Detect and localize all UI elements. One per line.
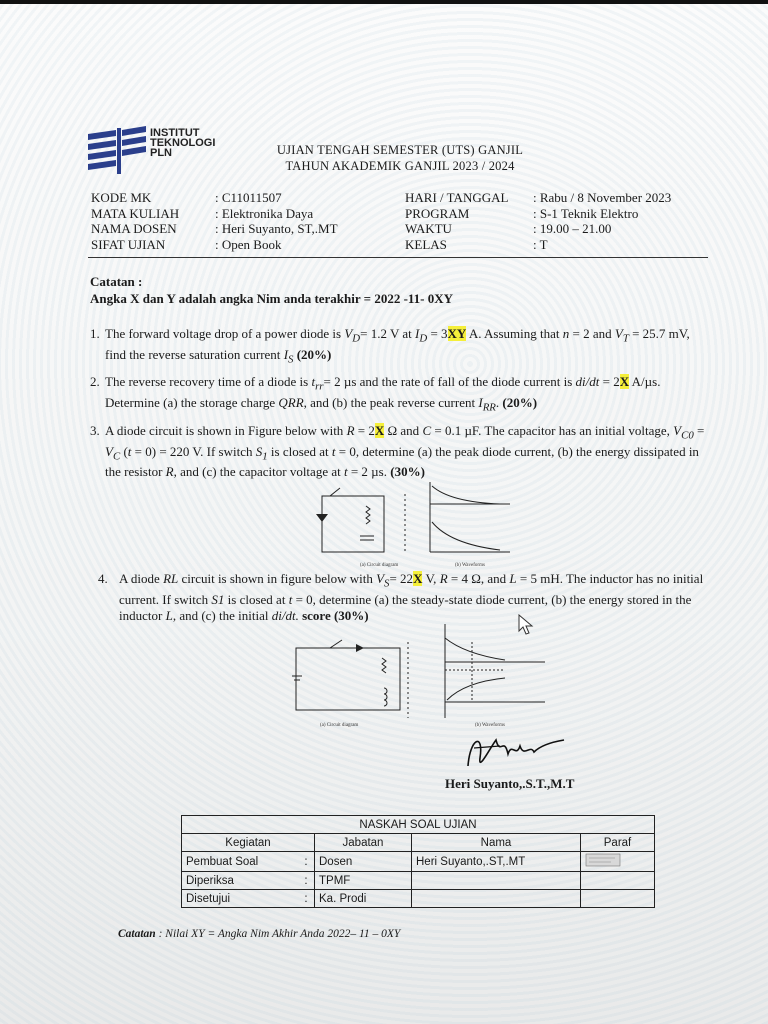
institution-line-1: INSTITUT bbox=[150, 127, 200, 139]
table-row bbox=[182, 890, 655, 908]
info-left-labels bbox=[91, 190, 179, 252]
q-symbol: V bbox=[344, 326, 353, 341]
q-symbol: t bbox=[331, 443, 336, 459]
q-text-part: = bbox=[693, 423, 705, 438]
q-text-part: , and (b) the peak reverse current bbox=[303, 394, 479, 410]
table-cell: : bbox=[298, 872, 315, 890]
q-text-part: A diode circuit is shown in Figure below with bbox=[105, 423, 347, 438]
info-right-values bbox=[533, 190, 671, 252]
info-label: KELAS bbox=[405, 236, 447, 252]
q-symbol: I bbox=[283, 346, 289, 362]
q-text-part: = 2 µs and the rate of fall of the diode current is bbox=[323, 374, 576, 389]
q-text-part: = 25.7 mV, find the reverse saturation current bbox=[105, 326, 690, 362]
question-1 bbox=[90, 326, 708, 367]
table-row bbox=[182, 872, 655, 890]
q-text-part: = 22 bbox=[389, 571, 414, 586]
q-symbol: RL bbox=[163, 571, 179, 586]
q-symbol: n bbox=[562, 326, 570, 341]
info-label: KODE MK bbox=[91, 190, 152, 205]
q-symbol: QRR bbox=[278, 394, 304, 410]
table-header: Kegiatan bbox=[182, 834, 315, 852]
q-symbol: t bbox=[127, 443, 132, 459]
table-cell: Dosen bbox=[315, 852, 412, 872]
question-score: (30%) bbox=[386, 464, 425, 480]
q-text-part: = 1.2 V at bbox=[360, 326, 416, 341]
info-label: PROGRAM bbox=[405, 205, 470, 221]
q-text-part: The forward voltage drop of a power diode is bbox=[105, 326, 345, 341]
q-symbol: t bbox=[343, 464, 348, 480]
info-value: : C11011507 bbox=[215, 190, 282, 205]
info-value: : T bbox=[533, 236, 548, 252]
q-symbol: C bbox=[422, 423, 432, 438]
table-cell: : bbox=[298, 852, 315, 872]
table-header: Jabatan bbox=[315, 834, 412, 852]
q-symbol: L bbox=[509, 571, 517, 586]
info-value: : Elektronika Daya bbox=[215, 205, 314, 221]
question-number: 1. bbox=[90, 326, 100, 341]
paraf-cell bbox=[581, 852, 655, 872]
q-subscript: D bbox=[352, 332, 361, 345]
footer-note bbox=[118, 928, 400, 940]
q-text-part: A/µs. Determine (a) the storage charge bbox=[105, 374, 661, 410]
q-text-part: ( bbox=[120, 443, 128, 459]
table-cell bbox=[412, 872, 581, 890]
q-subscript: S bbox=[384, 577, 390, 590]
q-text-part: A diode bbox=[119, 571, 164, 586]
q-text-part: , and (c) the capacitor voltage at bbox=[173, 464, 344, 480]
q-subscript: S bbox=[288, 353, 294, 366]
question-text bbox=[119, 571, 710, 624]
diode-symbol bbox=[356, 644, 364, 652]
question-2 bbox=[90, 374, 712, 415]
info-label: SIFAT UJIAN bbox=[91, 236, 166, 252]
q-text-part: The reverse recovery time of a diode is bbox=[105, 374, 312, 389]
figure-caption: (a) Circuit diagram bbox=[320, 723, 359, 728]
q-text-part: V, bbox=[422, 571, 440, 586]
info-right-labels bbox=[405, 190, 508, 252]
academic-year: TAHUN AKADEMIK GANJIL 2023 / 2024 bbox=[285, 159, 515, 173]
footer-text: : Nilai XY = Angka Nim Akhir Anda 2022– 11 – 0XY bbox=[155, 928, 401, 940]
nim-highlight: X bbox=[619, 374, 630, 389]
table-cell: : bbox=[298, 890, 315, 908]
question-number: 2. bbox=[90, 374, 100, 389]
q-text-part: = 0, determine (a) the peak diode current, (b) the energy dissipated in the resistor bbox=[105, 443, 699, 480]
q-subscript: RR bbox=[482, 401, 496, 414]
nim-highlight: X bbox=[374, 423, 385, 438]
q-symbol: V bbox=[673, 423, 682, 438]
table-cell: Ka. Prodi bbox=[315, 890, 412, 908]
q-symbol: R bbox=[439, 571, 448, 586]
q-subscript: C0 bbox=[681, 429, 694, 442]
table-cell: Diperiksa bbox=[182, 872, 299, 890]
institution-line-3: PLN bbox=[150, 147, 172, 159]
q-symbol: L bbox=[165, 607, 173, 623]
info-label: MATA KULIAH bbox=[91, 205, 180, 221]
figure-caption: (a) Circuit diagram bbox=[360, 563, 399, 568]
q-text-part: is closed at bbox=[267, 443, 332, 459]
q-subscript: D bbox=[419, 332, 428, 345]
lecturer-name: Heri Suyanto,.S.T.,M.T bbox=[445, 776, 575, 791]
q-text-part: = 2 and bbox=[569, 326, 615, 341]
q-text-part: = 2 µs. bbox=[347, 464, 387, 480]
question-score: score (30%) bbox=[298, 607, 369, 623]
info-value: : Rabu / 8 November 2023 bbox=[533, 190, 672, 205]
question-3 bbox=[90, 423, 710, 480]
q-text-part: , and (c) the initial bbox=[172, 607, 272, 623]
q-text-part: A. Assuming that bbox=[466, 326, 563, 341]
table-cell: Pembuat Soal bbox=[182, 852, 299, 872]
paraf-stamp-icon bbox=[585, 853, 621, 867]
q-subscript: 1 bbox=[262, 450, 268, 463]
q-text-part: is closed at bbox=[224, 591, 289, 607]
q-symbol: S bbox=[255, 443, 263, 459]
q-text-part: circuit is shown in figure below with bbox=[178, 571, 377, 586]
q-symbol: t bbox=[311, 374, 316, 389]
q-text-part: = 0.1 µF. The capacitor has an initial voltage, bbox=[431, 423, 674, 438]
info-value: : S-1 Teknik Elektro bbox=[533, 205, 639, 221]
q-text-part: = 5 mH. The inductor has no initial current. If switch bbox=[119, 571, 704, 607]
exam-paper bbox=[0, 4, 768, 1024]
catatan-text: Angka X dan Y adalah angka Nim anda terakhir = 2022 -11- 0XY bbox=[90, 291, 454, 306]
figure-q4-rl-diode bbox=[290, 622, 550, 730]
q-symbol: di/dt. bbox=[271, 607, 299, 623]
catatan-heading: Catatan : bbox=[90, 274, 143, 289]
q-text-part: = 2 bbox=[599, 374, 620, 389]
q-symbol: S1 bbox=[211, 591, 225, 607]
q-text-part: = 3 bbox=[427, 326, 448, 341]
q-text-part: = 4 Ω, and bbox=[447, 571, 510, 586]
q-symbol: V bbox=[105, 443, 113, 459]
q-text-part: . bbox=[495, 394, 500, 410]
q-symbol: di/dt bbox=[575, 374, 600, 389]
signature-icon bbox=[460, 728, 570, 776]
header-divider bbox=[88, 257, 708, 258]
table-header: Paraf bbox=[581, 834, 655, 852]
footer-label: Catatan bbox=[118, 928, 156, 940]
table-row bbox=[182, 852, 655, 872]
figure-q3-rc-diode bbox=[300, 474, 530, 569]
q-subscript: C bbox=[112, 450, 121, 463]
table-cell bbox=[412, 890, 581, 908]
q-text-part: = 0, determine (a) the steady-state diode current, (b) the energy stored in the inductor bbox=[119, 591, 692, 623]
info-label: HARI / TANGGAL bbox=[405, 190, 509, 205]
q-text-part: = 0) = 220 V. If switch bbox=[131, 443, 256, 459]
figure-caption: (b) Waveforms bbox=[455, 563, 485, 568]
diode-symbol bbox=[316, 514, 328, 522]
question-score: (20%) bbox=[499, 394, 538, 410]
question-text bbox=[105, 374, 712, 415]
q-symbol: I bbox=[478, 394, 483, 410]
question-4 bbox=[98, 571, 710, 624]
question-text bbox=[105, 326, 708, 367]
q-symbol: R bbox=[346, 423, 355, 438]
question-number: 4. bbox=[98, 571, 108, 586]
approval-table bbox=[181, 815, 655, 908]
nim-highlight: X bbox=[413, 571, 423, 586]
q-text-part: = 2 bbox=[354, 423, 375, 438]
question-number: 3. bbox=[90, 423, 100, 438]
table-cell: Disetujui bbox=[182, 890, 299, 908]
q-subscript: T bbox=[622, 332, 629, 345]
table-cell bbox=[581, 890, 655, 908]
info-label: NAMA DOSEN bbox=[91, 221, 177, 236]
table-title: NASKAH SOAL UJIAN bbox=[182, 816, 655, 834]
nim-highlight: XY bbox=[447, 326, 467, 341]
q-text-part: Ω and bbox=[384, 423, 423, 438]
figure-caption: (b) Waveforms bbox=[475, 723, 505, 728]
info-label: WAKTU bbox=[405, 221, 452, 236]
table-header: Nama bbox=[412, 834, 581, 852]
q-symbol: V bbox=[376, 571, 385, 586]
info-value: : 19.00 – 21.00 bbox=[533, 221, 612, 236]
question-text bbox=[105, 423, 710, 480]
table-cell bbox=[581, 872, 655, 890]
info-value: : Heri Suyanto, ST,.MT bbox=[215, 221, 338, 236]
institution-line-2: TEKNOLOGI bbox=[150, 137, 216, 149]
exam-title: UJIAN TENGAH SEMESTER (UTS) GANJIL bbox=[276, 143, 524, 157]
q-subscript: rr bbox=[315, 380, 324, 393]
q-symbol: V bbox=[614, 326, 623, 341]
q-symbol: I bbox=[415, 326, 420, 341]
info-left-values bbox=[215, 190, 338, 252]
q-symbol: t bbox=[288, 591, 293, 607]
table-cell: TPMF bbox=[315, 872, 412, 890]
q-symbol: R bbox=[165, 464, 174, 480]
info-value: : Open Book bbox=[215, 236, 282, 252]
table-cell: Heri Suyanto,.ST,.MT bbox=[412, 852, 581, 872]
question-score: (20%) bbox=[293, 346, 332, 362]
